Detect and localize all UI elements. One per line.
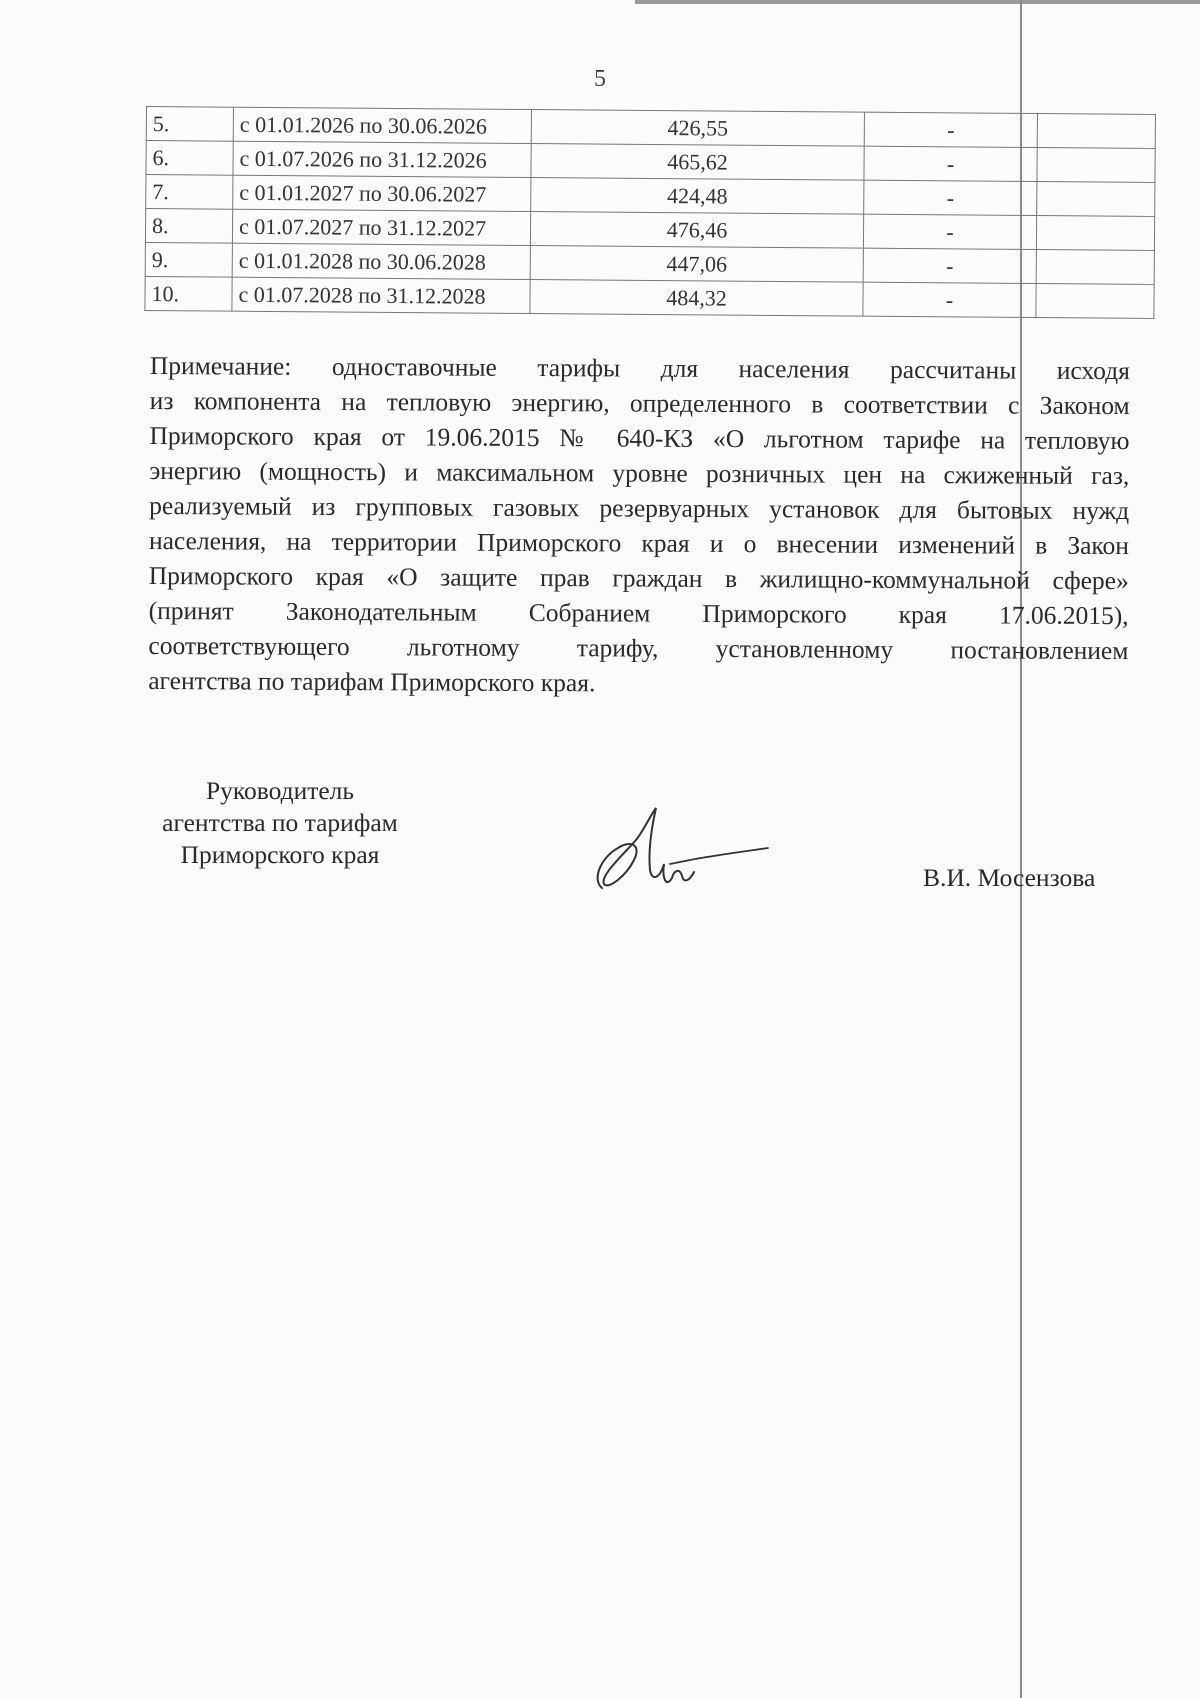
period-cell: с 01.01.2028 по 30.06.2028 [232, 243, 530, 279]
blank-cell [1036, 249, 1154, 284]
blank-cell [1036, 215, 1154, 250]
row-number: 8. [145, 209, 232, 244]
empty-value-cell: - [864, 112, 1037, 147]
note-line: из компонента на тепловую энергию, определенного в соответствии с Законом [149, 385, 1130, 421]
tariff-value-cell: 447,06 [530, 246, 863, 283]
signatory-name: В.И. Мосензова [923, 863, 1096, 892]
blank-cell [1036, 283, 1154, 318]
tariff-table [144, 106, 1156, 319]
signatory-title [140, 775, 420, 871]
note-line: Приморского края «О защите прав граждан в жилищно-коммунальной сфере» [148, 560, 1129, 596]
empty-value-cell: - [863, 248, 1036, 283]
empty-value-cell: - [864, 146, 1037, 181]
period-cell: с 01.07.2026 по 31.12.2026 [233, 141, 531, 177]
tariff-value-cell: 465,62 [531, 144, 864, 181]
tariff-value-cell: 484,32 [530, 280, 863, 317]
tariff-value-cell: 426,55 [531, 110, 864, 147]
blank-cell [1037, 181, 1155, 216]
row-number: 10. [145, 276, 232, 311]
signatory-title-line: Руководитель [205, 776, 355, 805]
tariff-value-cell: 424,48 [531, 178, 864, 215]
note-line: реализуемый из групповых газовых резервуарных установок для бытовых нужд [149, 490, 1130, 526]
period-cell: с 01.01.2026 по 30.06.2026 [233, 107, 531, 143]
note-line: агентства по тарифам Приморского края. [148, 665, 596, 698]
note-line: энергию (мощность) и максимальном уровне розничных цен на сжиженный газ, [149, 455, 1130, 491]
note-line: Примечание: одноставочные тарифы для населения рассчитаны исходя [149, 350, 1130, 386]
page-number: 5 [594, 66, 606, 92]
note-paragraph [148, 348, 1130, 703]
row-number: 7. [146, 175, 233, 210]
note-line: соответствующего льготному тарифу, установленному постановлением [148, 630, 1129, 666]
scan-edge-top [635, 0, 1200, 4]
row-number: 9. [145, 242, 232, 277]
signatory-title-line: Приморского края [180, 840, 380, 869]
note-line: населения, на территории Приморского края и о внесении изменений в Закон [148, 525, 1130, 561]
row-number: 6. [146, 141, 233, 176]
empty-value-cell: - [864, 180, 1037, 215]
note-line: Приморского края от 19.06.2015 № 640-КЗ «О льготном тарифе на тепловую [149, 420, 1130, 456]
period-cell: с 01.07.2028 по 31.12.2028 [232, 277, 530, 313]
period-cell: с 01.07.2027 по 31.12.2027 [232, 209, 530, 245]
note-line: (принят Законодательным Собранием Приморского края 17.06.2015), [148, 595, 1129, 631]
period-cell: с 01.01.2027 по 30.06.2027 [233, 175, 531, 211]
row-number: 5. [146, 107, 233, 142]
signatory-title-line: агентства по тарифам [162, 808, 398, 837]
blank-cell [1037, 114, 1155, 149]
table-row [145, 276, 1154, 318]
blank-cell [1037, 148, 1155, 183]
handwritten-signature [590, 800, 770, 900]
empty-value-cell: - [863, 214, 1036, 249]
tariff-value-cell: 476,46 [530, 212, 863, 249]
empty-value-cell: - [863, 282, 1036, 317]
